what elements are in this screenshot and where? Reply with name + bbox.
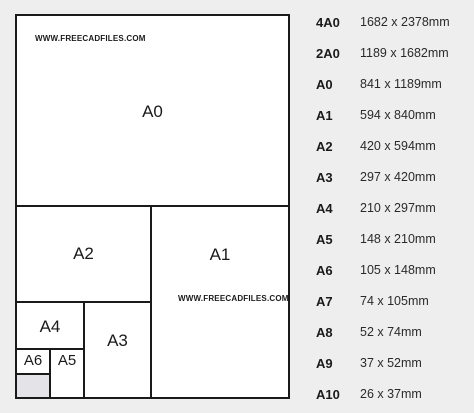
size-name: 4A0 [316, 14, 340, 30]
size-row-a3 [312, 165, 436, 189]
watermark-a1: WWW.FREECADFILES.COM [178, 294, 289, 303]
size-name: A0 [316, 76, 333, 92]
size-name: A3 [316, 169, 333, 185]
size-dims: 37 x 52mm [360, 356, 422, 370]
sheet-a4-label: A4 [39, 317, 61, 336]
size-name: A6 [316, 262, 333, 278]
sheet-a2-label: A2 [73, 244, 94, 263]
size-row-a7 [312, 289, 429, 313]
sheet-a3-label: A3 [107, 331, 128, 350]
size-name: A7 [316, 293, 333, 309]
watermark-top: WWW.FREECADFILES.COM [35, 34, 146, 43]
size-dims: 210 x 297mm [360, 201, 436, 215]
sheet-a0 [15, 14, 290, 207]
size-row-a6 [312, 258, 436, 282]
sheet-a7-shaded [15, 373, 51, 399]
size-name: A8 [316, 324, 333, 340]
size-dims: 841 x 1189mm [360, 77, 442, 91]
size-row-a9 [312, 351, 422, 375]
size-dims: 105 x 148mm [360, 263, 436, 277]
sheet-a1-label: A1 [209, 245, 231, 264]
size-dims: 74 x 105mm [360, 294, 429, 308]
size-row-a2 [312, 134, 436, 158]
size-dims: 420 x 594mm [360, 139, 436, 153]
size-row-a1 [312, 103, 436, 127]
size-row-4a0 [312, 10, 450, 34]
sheet-a5-label: A5 [57, 352, 77, 369]
sheet-a6-label: A6 [23, 352, 43, 369]
size-name: A4 [316, 200, 333, 216]
size-name: A9 [316, 355, 333, 371]
size-dims: 52 x 74mm [360, 325, 422, 339]
sheet-a5 [49, 348, 85, 399]
size-dims: 1189 x 1682mm [360, 46, 449, 60]
size-dims: 1682 x 2378mm [360, 15, 450, 29]
sheet-a3 [83, 301, 152, 399]
sheet-a6 [15, 348, 51, 375]
size-row-a5 [312, 227, 436, 251]
size-name: A5 [316, 231, 333, 247]
size-dims: 148 x 210mm [360, 232, 436, 246]
sheet-a0-label: A0 [142, 102, 163, 121]
size-name: A10 [316, 386, 340, 402]
sheet-a2 [15, 205, 152, 303]
size-dims: 594 x 840mm [360, 108, 436, 122]
paper-size-diagram [15, 14, 290, 399]
size-name: A2 [316, 138, 333, 154]
size-dims: 26 x 37mm [360, 387, 422, 401]
sheet-a1 [150, 205, 290, 399]
size-row-a10 [312, 382, 422, 406]
size-name: 2A0 [316, 45, 340, 61]
size-name: A1 [316, 107, 333, 123]
size-dims: 297 x 420mm [360, 170, 436, 184]
size-row-a4 [312, 196, 436, 220]
size-row-a8 [312, 320, 422, 344]
size-row-a0 [312, 72, 442, 96]
sheet-a4 [15, 301, 85, 350]
size-row-2a0 [312, 41, 449, 65]
